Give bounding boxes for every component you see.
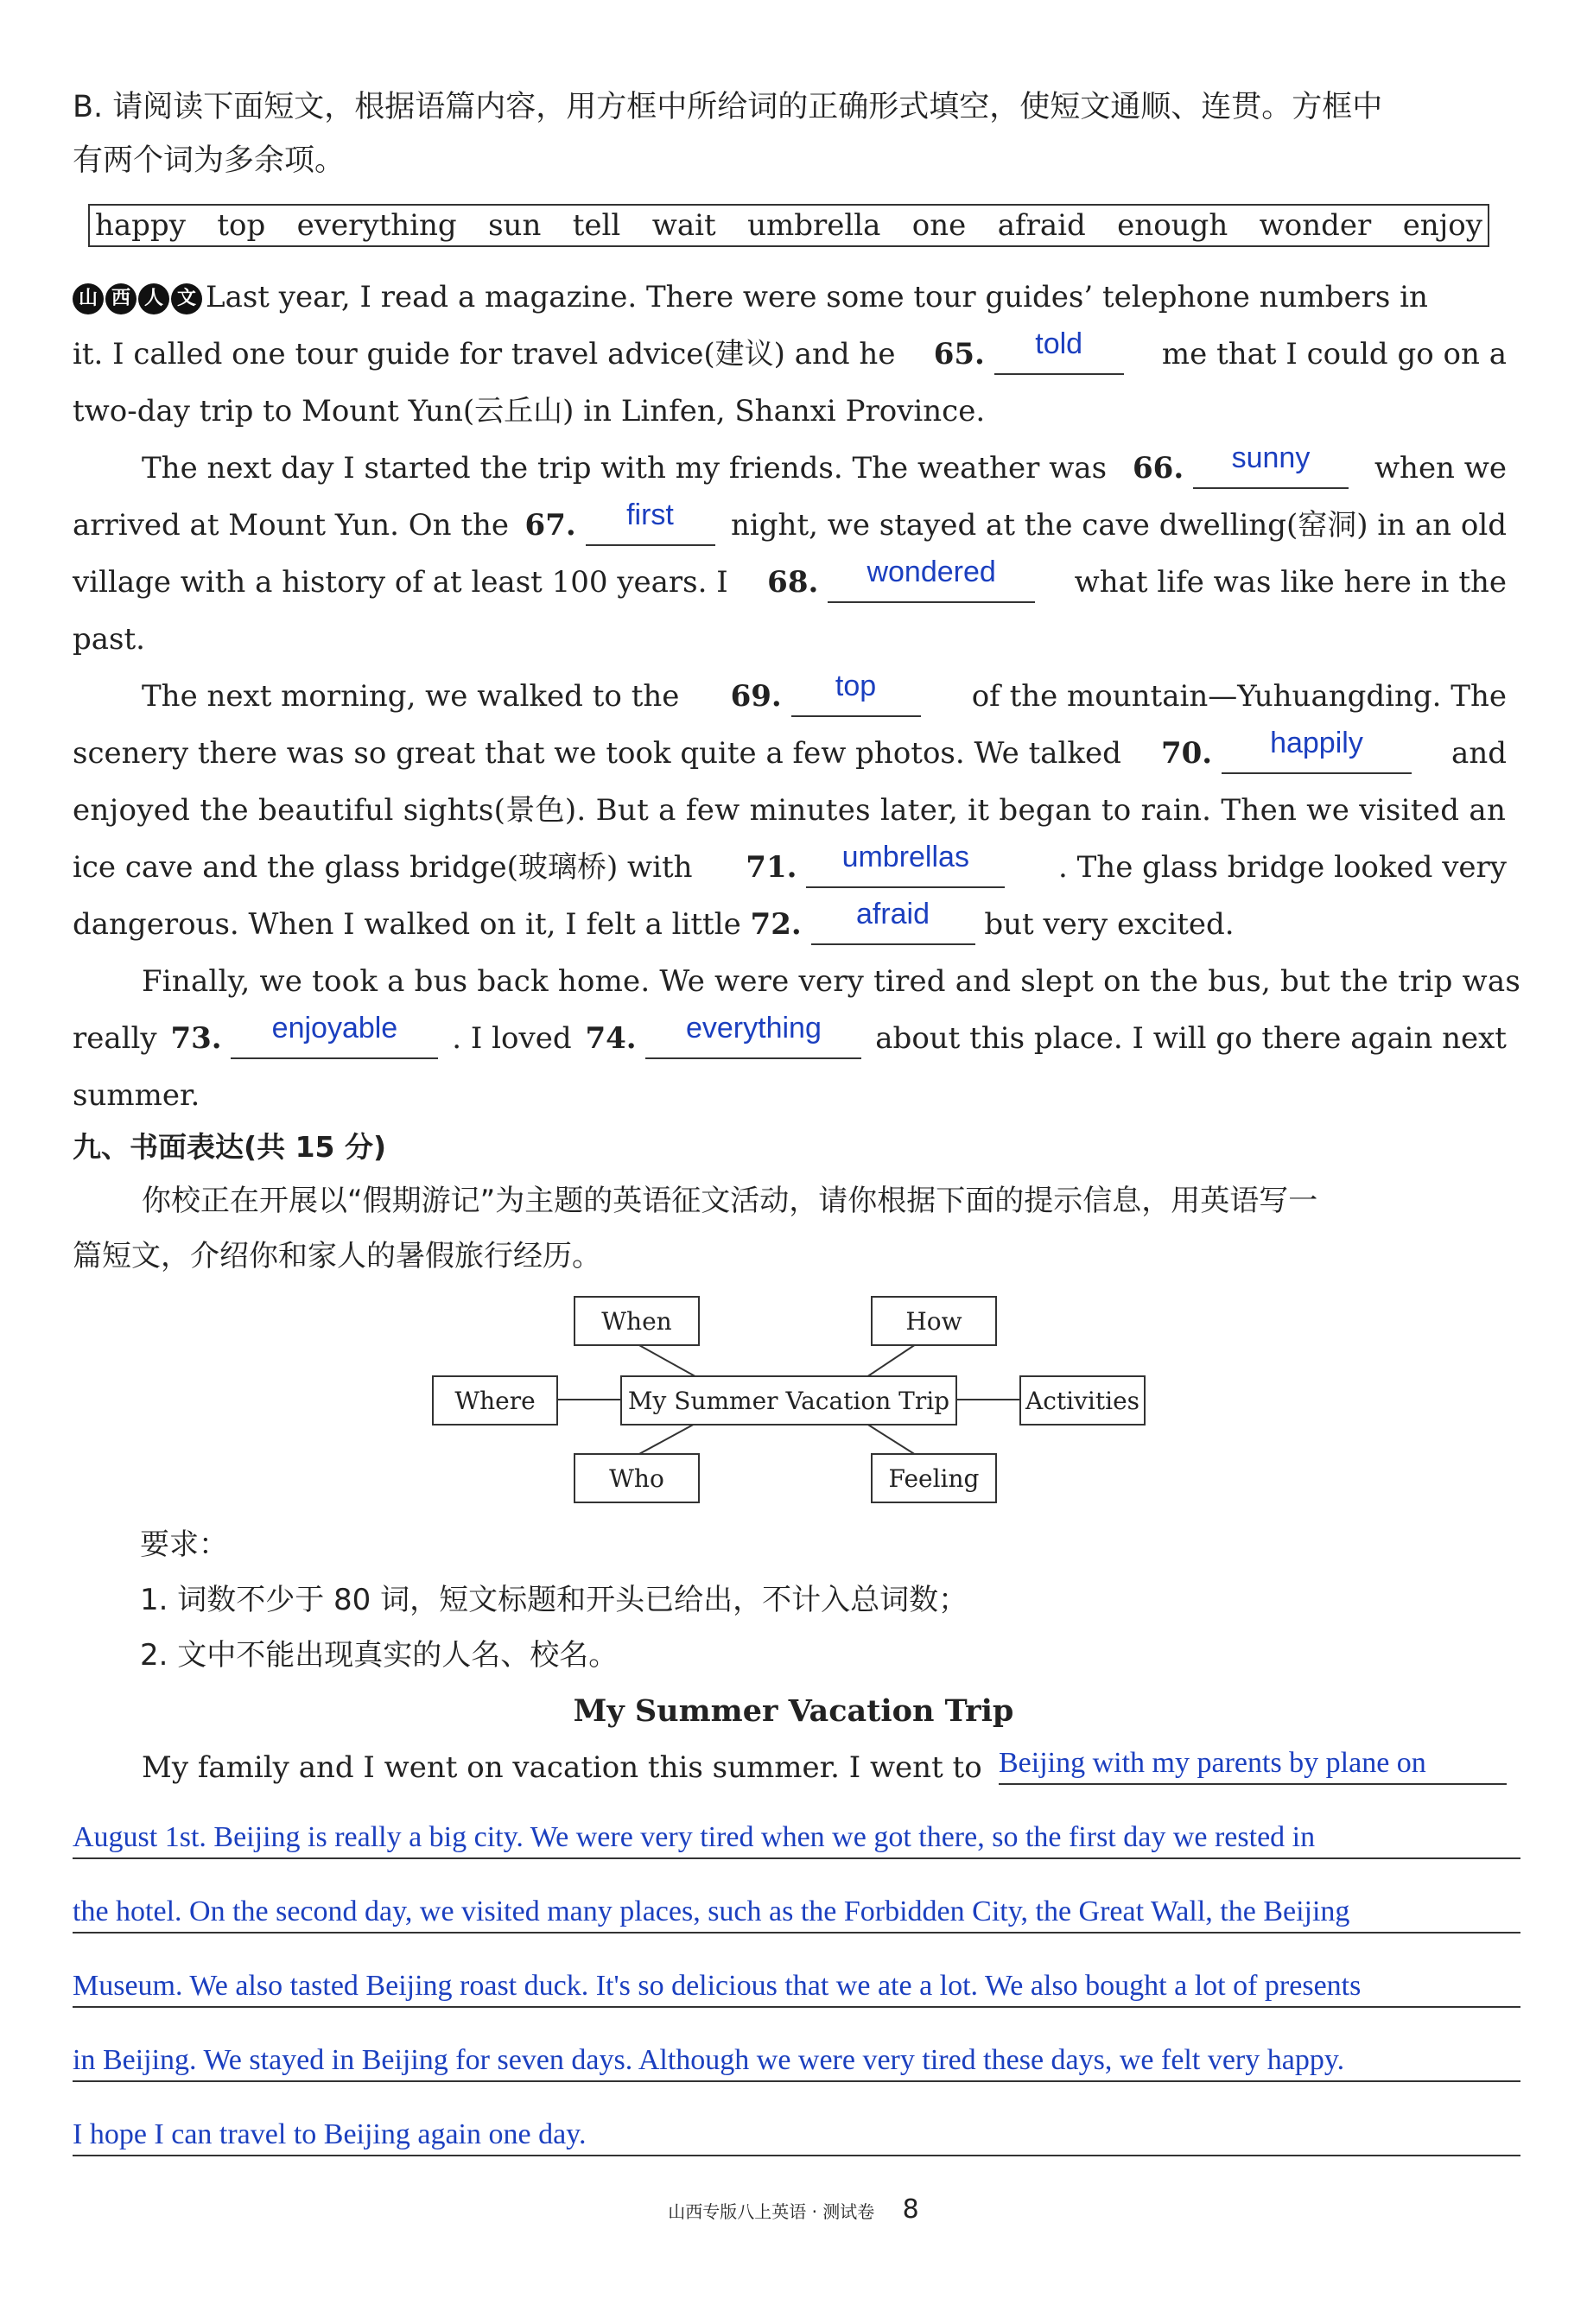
diagram-node-where: Where: [432, 1375, 558, 1426]
section-b-instruction-1: B. 请阅读下面短文，根据语篇内容，用方框中所给词的正确形式填空，使短文通顺、连贯。方框中: [73, 90, 1383, 124]
passage-line: it. I called one tour guide for travel advice(建议) and he 65. told me that I could go on a: [73, 335, 1507, 375]
connector-how: [864, 1344, 916, 1379]
passage-line: village with a history of at least 100 years. I 68. wondered what life was like here in the: [73, 563, 1507, 603]
passage-line: 山 西 人 文 Last year, I read a magazine. There were some tour guides’ telephone numbers in: [73, 278, 1507, 316]
word-box-item: afraid: [997, 208, 1086, 243]
passage-line: summer.: [73, 1078, 200, 1113]
diagram-node-activities: Activities: [1019, 1375, 1146, 1426]
word-box-item: enough: [1117, 208, 1228, 243]
essay-line[interactable]: Beijing with my parents by plane on: [999, 1743, 1507, 1785]
blank-69[interactable]: top: [791, 677, 921, 717]
section-9-prompt-2: 篇短文，介绍你和家人的暑假旅行经历。: [73, 1239, 601, 1273]
word-box-item: umbrella: [747, 208, 881, 243]
essay-title: My Summer Vacation Trip: [573, 1693, 1014, 1729]
diagram-node-feeling: Feeling: [871, 1453, 997, 1503]
word-box-item: enjoy: [1402, 208, 1482, 243]
passage-line: two-day trip to Mount Yun(云丘山) in Linfen, Shanxi Province.: [73, 394, 986, 429]
essay-line[interactable]: Museum. We also tasted Beijing roast duck. It's so delicious that we ate a lot. We also bought a lot of presents: [73, 1966, 1520, 2008]
passage-line: past.: [73, 622, 145, 657]
essay-line[interactable]: I hope I can travel to Beijing again one day.: [73, 2115, 1520, 2156]
blank-66[interactable]: sunny: [1193, 449, 1349, 489]
passage-line: The next day I started the trip with my friends. The weather was 66. sunny when we: [73, 449, 1507, 489]
shanxi-culture-badge: 山 西 人 文: [73, 283, 202, 314]
word-box-item: happy: [95, 208, 186, 243]
word-box-item: one: [911, 208, 967, 243]
footer-label: 山西专版八上英语 · 测试卷: [668, 2201, 875, 2222]
page-number: 8: [902, 2194, 919, 2225]
diagram-node-center: My Summer Vacation Trip: [620, 1375, 957, 1426]
connector-when: [638, 1344, 700, 1379]
essay-line[interactable]: in Beijing. We stayed in Beijing for seven days. Although we were very tired these days, we felt very happy.: [73, 2041, 1520, 2082]
requirements-label: 要求：: [140, 1527, 228, 1562]
blank-65[interactable]: told: [994, 335, 1124, 375]
word-box-item: top: [217, 208, 266, 243]
word-box-item: everything: [296, 208, 457, 243]
blank-70[interactable]: happily: [1222, 734, 1412, 774]
passage-line: scenery there was so great that we took quite a few photos. We talked 70. happily and: [73, 734, 1507, 774]
passage-line: The next morning, we walked to the 69. top of the mountain—Yuhuangding. The: [73, 677, 1507, 717]
passage-line: dangerous. When I walked on it, I felt a little 72. afraid but very excited.: [73, 905, 1507, 945]
section-9-prompt-1: 你校正在开展以“假期游记”为主题的英语征文活动，请你根据下面的提示信息，用英语写一: [142, 1184, 1318, 1218]
essay-line[interactable]: August 1st. Beijing is really a big city. We were very tired when we got there, so the first day we rested in: [73, 1818, 1520, 1859]
requirement-2: 2. 文中不能出现真实的人名、校名。: [140, 1638, 619, 1673]
passage-line: ice cave and the glass bridge(玻璃桥) with 71. umbrellas . The glass bridge looked very: [73, 848, 1507, 888]
word-box-item: tell: [572, 208, 621, 243]
word-box-item: wait: [651, 208, 716, 243]
diagram-node-when: When: [574, 1296, 700, 1346]
blank-71[interactable]: umbrellas: [806, 848, 1005, 888]
blank-68[interactable]: wondered: [828, 563, 1035, 603]
essay-opening: My family and I went on vacation this summer. I went to: [142, 1750, 982, 1785]
passage-line: really 73. enjoyable . I loved 74. everything about this place. I will go there again next: [73, 1019, 1507, 1059]
passage-line: Finally, we took a bus back home. We were very tired and slept on the bus, but the trip was: [142, 964, 1520, 999]
blank-74[interactable]: everything: [645, 1019, 861, 1059]
connector-feeling: [864, 1422, 916, 1455]
blank-72[interactable]: afraid: [811, 905, 975, 945]
passage-line: arrived at Mount Yun. On the 67. first night, we stayed at the cave dwelling(窑洞) in an old: [73, 506, 1507, 546]
diagram-node-who: Who: [574, 1453, 700, 1503]
blank-73[interactable]: enjoyable: [231, 1019, 438, 1059]
passage-line: enjoyed the beautiful sights(景色). But a few minutes later, it began to rain. Then we visited an: [73, 793, 1507, 828]
requirement-1: 1. 词数不少于 80 词，短文标题和开头已给出，不计入总词数；: [140, 1583, 968, 1617]
connector-who: [638, 1422, 698, 1455]
page-footer: [0, 2194, 1587, 2225]
diagram-node-how: How: [871, 1296, 997, 1346]
section-b-instruction-2: 有两个词为多余项。: [73, 143, 346, 178]
essay-line[interactable]: the hotel. On the second day, we visited many places, such as the Forbidden City, the Great Wall, the Beijing: [73, 1892, 1520, 1933]
section-9-heading: 九、书面表达(共 15 分): [73, 1130, 387, 1164]
blank-67[interactable]: first: [586, 506, 715, 546]
word-box-item: sun: [488, 208, 542, 243]
word-box-item: wonder: [1259, 208, 1372, 243]
